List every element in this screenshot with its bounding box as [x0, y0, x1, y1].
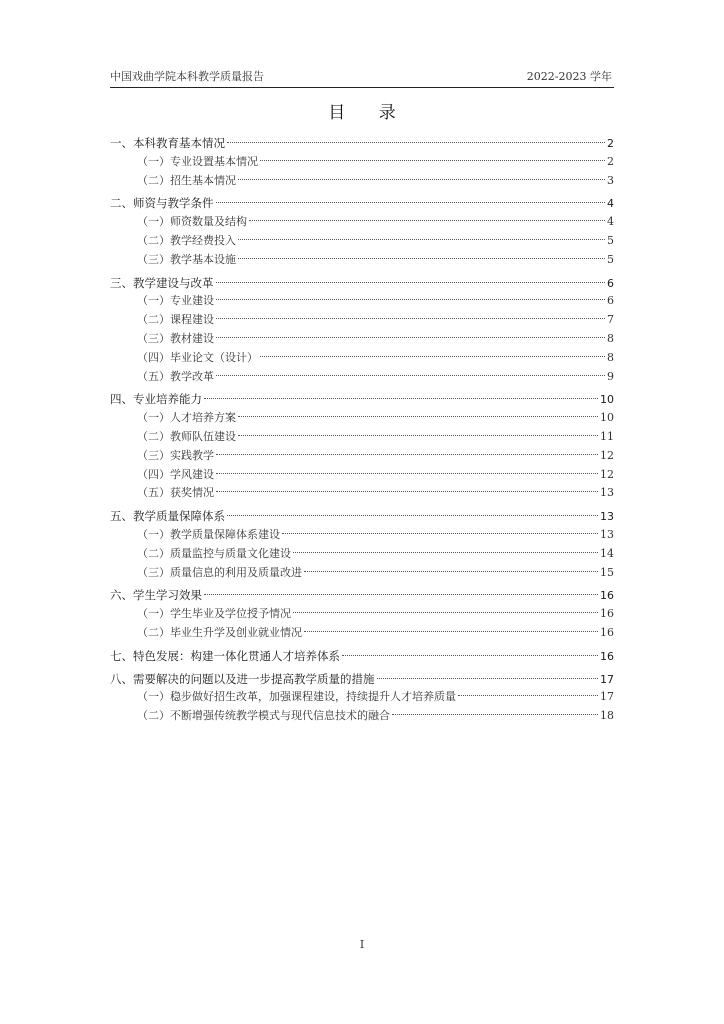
- toc-entry-title: （一）专业设置基本情况: [137, 154, 258, 168]
- toc-entry-page: 14: [600, 546, 614, 560]
- toc-entry-page: 17: [600, 672, 614, 686]
- dot-leader: [458, 695, 598, 696]
- dot-leader: [204, 594, 598, 595]
- dot-leader: [227, 515, 598, 516]
- dot-leader: [216, 473, 598, 474]
- toc-entry-title: （二）招生基本情况: [137, 173, 236, 187]
- toc-entry-title: 八、需要解决的问题以及进一步提高教学质量的措施: [110, 671, 375, 686]
- toc-subsection-entry[interactable]: [110, 688, 614, 707]
- dot-leader: [238, 239, 605, 240]
- toc-entry-title: （二）课程建设: [137, 313, 214, 327]
- dot-leader: [304, 631, 598, 632]
- toc-entry-page: 2: [607, 154, 614, 168]
- toc-section-entry[interactable]: [110, 586, 614, 605]
- toc-entry-title: （二）不断增强传统教学模式与现代信息技术的融合: [137, 709, 390, 723]
- toc-subsection-entry[interactable]: [110, 409, 614, 428]
- toc-entry-title: （五）教学改革: [137, 369, 214, 383]
- dot-leader: [216, 375, 605, 376]
- dot-leader: [342, 655, 598, 656]
- toc-entry-page: 18: [600, 709, 614, 723]
- toc-subsection-entry[interactable]: [110, 368, 614, 387]
- toc-subsection-entry[interactable]: [110, 153, 614, 172]
- toc-subsection-entry[interactable]: [110, 466, 614, 485]
- toc-subsection-entry[interactable]: [110, 172, 614, 191]
- toc-entry-title: （三）质量信息的利用及质量改进: [137, 565, 302, 579]
- dot-leader: [304, 571, 598, 572]
- dot-leader: [216, 337, 605, 338]
- toc-entry-page: 2: [607, 137, 614, 150]
- toc-entry-title: 七、特色发展：构建一体化贯通人才培养体系: [110, 648, 340, 663]
- dot-leader: [216, 318, 605, 319]
- toc-entry-page: 10: [600, 411, 614, 425]
- toc-entry-page: 10: [600, 393, 614, 407]
- toc-subsection-entry[interactable]: [110, 232, 614, 251]
- toc-section-entry[interactable]: [110, 274, 614, 293]
- dot-leader: [238, 258, 605, 259]
- toc-subsection-entry[interactable]: [110, 292, 614, 311]
- toc-entry-title: 四、专业培养能力: [110, 392, 202, 407]
- toc-section-entry[interactable]: [110, 670, 614, 689]
- dot-leader: [216, 282, 606, 283]
- dot-leader: [260, 160, 605, 161]
- dot-leader: [249, 220, 605, 221]
- toc-entry-page: 11: [600, 429, 614, 443]
- toc-entry-title: （三）实践教学: [137, 448, 214, 462]
- toc-entry-title: 五、教学质量保障体系: [110, 509, 225, 524]
- toc-section-entry[interactable]: [110, 647, 614, 666]
- dot-leader: [216, 299, 605, 300]
- toc-entry-title: 三、教学建设与改革: [110, 275, 214, 290]
- dot-leader: [377, 678, 599, 679]
- toc-subsection-entry[interactable]: [110, 526, 614, 545]
- toc-entry-title: （一）人才培养方案: [137, 411, 236, 425]
- toc-entry-page: 12: [600, 467, 614, 481]
- toc-entry-title: （一）师资数量及结构: [137, 215, 247, 229]
- toc-subsection-entry[interactable]: [110, 349, 614, 368]
- dot-leader: [293, 552, 598, 553]
- toc-entry-page: 13: [600, 486, 614, 500]
- dot-leader: [260, 356, 605, 357]
- page-header: [110, 66, 614, 86]
- toc-entry-page: 8: [607, 350, 614, 364]
- toc-subsection-entry[interactable]: [110, 213, 614, 232]
- toc-subsection-entry[interactable]: [110, 564, 614, 583]
- toc-section-entry[interactable]: [110, 390, 614, 409]
- toc-entry-title: （一）稳步做好招生改革，加强课程建设，持续提升人才培养质量: [137, 690, 456, 704]
- dot-leader: [392, 714, 598, 715]
- toc-entry-page: 8: [607, 331, 614, 345]
- toc-subsection-entry[interactable]: [110, 605, 614, 624]
- toc-entry-page: 6: [607, 294, 614, 308]
- toc-entry-page: 4: [607, 215, 614, 229]
- dot-leader: [238, 179, 605, 180]
- toc-entry-page: 6: [607, 276, 614, 290]
- toc-section-entry[interactable]: [110, 134, 614, 153]
- toc-subsection-entry[interactable]: [110, 545, 614, 564]
- toc-entry-title: （一）学生毕业及学位授予情况: [137, 607, 291, 621]
- toc-entry-page: 13: [600, 510, 614, 524]
- toc-entry-title: 一、本科教育基本情况: [110, 136, 225, 150]
- dot-leader: [227, 142, 605, 143]
- toc-entry-page: 16: [600, 625, 614, 639]
- toc-section-entry[interactable]: [110, 194, 614, 213]
- toc-subsection-entry[interactable]: [110, 484, 614, 503]
- dot-leader: [293, 612, 598, 613]
- toc-entry-title: （四）毕业论文（设计）: [137, 350, 258, 364]
- dot-leader: [216, 202, 606, 203]
- toc-entry-title: （二）教师队伍建设: [137, 429, 236, 443]
- toc-subsection-entry[interactable]: [110, 311, 614, 330]
- toc-entry-page: 3: [607, 173, 614, 187]
- toc-entry-title: （一）专业建设: [137, 294, 214, 308]
- table-of-contents: [110, 134, 614, 726]
- toc-entry-title: （五）获奖情况: [137, 486, 214, 500]
- toc-entry-title: （二）教学经费投入: [137, 233, 236, 247]
- toc-entry-page: 12: [600, 448, 614, 462]
- toc-entry-page: 15: [600, 565, 614, 579]
- toc-entry-title: （四）学风建设: [137, 467, 214, 481]
- toc-entry-title: （二）毕业生升学及创业就业情况: [137, 625, 302, 639]
- toc-entry-page: 4: [607, 197, 614, 211]
- toc-subsection-entry[interactable]: [110, 707, 614, 726]
- toc-title: 目 录: [328, 103, 410, 123]
- toc-subsection-entry[interactable]: [110, 447, 614, 466]
- dot-leader: [282, 533, 598, 534]
- toc-entry-page: 7: [607, 313, 614, 327]
- toc-entry-title: （三）教学基本设施: [137, 252, 236, 266]
- toc-entry-title: 六、学生学习效果: [110, 588, 202, 603]
- dot-leader: [216, 491, 598, 492]
- toc-entry-page: 13: [600, 527, 614, 541]
- toc-entry-page: 16: [600, 649, 614, 663]
- toc-section-entry[interactable]: [110, 507, 614, 526]
- toc-entry-title: （三）教材建设: [137, 331, 214, 345]
- toc-entry-page: 5: [607, 252, 614, 266]
- toc-entry-title: （一）教学质量保障体系建设: [137, 527, 280, 541]
- toc-subsection-entry[interactable]: [110, 428, 614, 447]
- toc-subsection-entry[interactable]: [110, 624, 614, 643]
- dot-leader: [238, 416, 598, 417]
- toc-entry-page: 9: [607, 369, 614, 383]
- toc-entry-title: （二）质量监控与质量文化建设: [137, 546, 291, 560]
- dot-leader: [216, 454, 598, 455]
- toc-entry-title: 二、师资与教学条件: [110, 196, 214, 211]
- header-divider: [110, 87, 614, 88]
- toc-entry-page: 16: [600, 607, 614, 621]
- toc-entry-page: 5: [607, 233, 614, 247]
- header-academic-year: 2022-2023 学年: [526, 70, 612, 83]
- page-number: I: [359, 938, 365, 951]
- toc-entry-page: 17: [600, 690, 614, 704]
- toc-subsection-entry[interactable]: [110, 330, 614, 349]
- toc-subsection-entry[interactable]: [110, 251, 614, 270]
- dot-leader: [238, 435, 598, 436]
- dot-leader: [204, 398, 598, 399]
- header-report-title: 中国戏曲学院本科教学质量报告: [110, 70, 264, 83]
- toc-entry-page: 16: [600, 589, 614, 603]
